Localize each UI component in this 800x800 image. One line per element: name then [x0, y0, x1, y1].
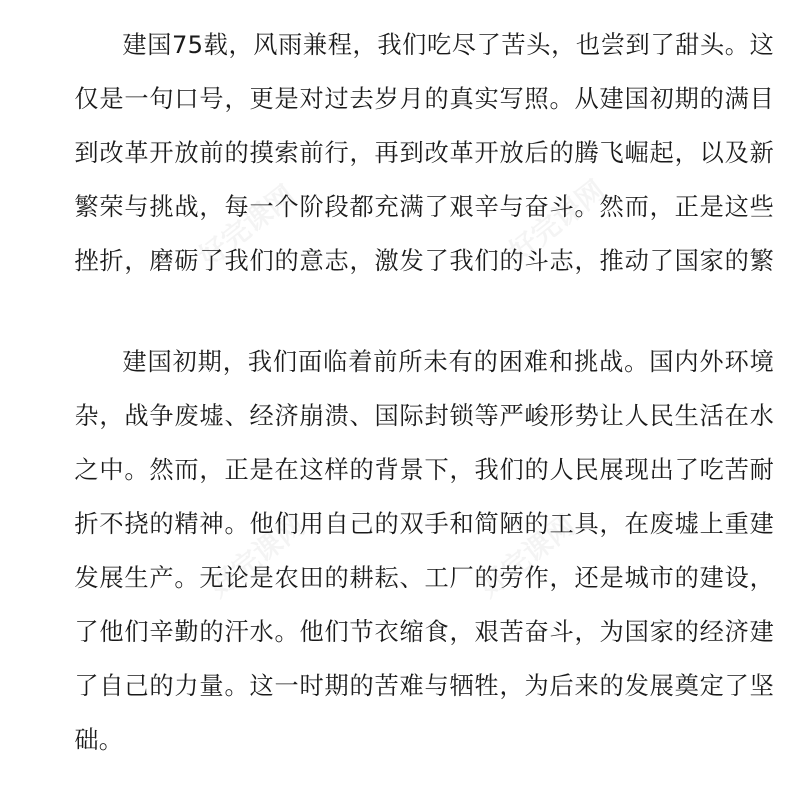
watermark: 好完课网 — [192, 178, 302, 274]
text-line: 繁荣与挑战，每一个阶段都充满了艰辛与奋斗。然而，正是这些 — [74, 193, 774, 221]
text-line: 折不挠的精神。他们用自己的双手和简陋的工具，在废墟上重建 — [74, 510, 774, 538]
text-line: 仅是一句口号，更是对过去岁月的真实写照。从建国初期的满目 — [74, 85, 774, 113]
text-line: 了他们辛勤的汗水。他们节衣缩食，艰苦奋斗，为国家的经济建 — [74, 618, 774, 646]
text-line: 建国75载，风雨兼程，我们吃尽了苦头，也尝到了甜头。这 — [122, 31, 774, 59]
watermark: 好完课网 — [502, 173, 612, 269]
text-line: 建国初期，我们面临着前所未有的困难和挑战。国内外环境 — [122, 348, 774, 376]
watermark: 好完课网 — [472, 508, 582, 604]
paragraph-2 — [26, 335, 774, 767]
document-page — [26, 0, 774, 800]
text-line: 发展生产。无论是农田的耕耘、工厂的劳作，还是城市的建设， — [74, 564, 774, 592]
text-line: 到改革开放前的摸索前行，再到改革开放后的腾飞崛起，以及新 — [74, 139, 774, 167]
paragraph-1 — [26, 18, 774, 288]
text-line: 础。 — [74, 726, 124, 754]
text-line: 之中。然而，正是在这样的背景下，我们的人民展现出了吃苦耐 — [74, 456, 774, 484]
watermark: 好完课网 — [202, 508, 312, 604]
text-line: 了自己的力量。这一时期的苦难与牺牲，为后来的发展奠定了坚 — [74, 672, 774, 700]
text-line: 杂，战争废墟、经济崩溃、国际封锁等严峻形势让人民生活在水 — [74, 402, 774, 430]
text-line: 挫折，磨砺了我们的意志，激发了我们的斗志，推动了国家的繁 — [74, 247, 774, 275]
